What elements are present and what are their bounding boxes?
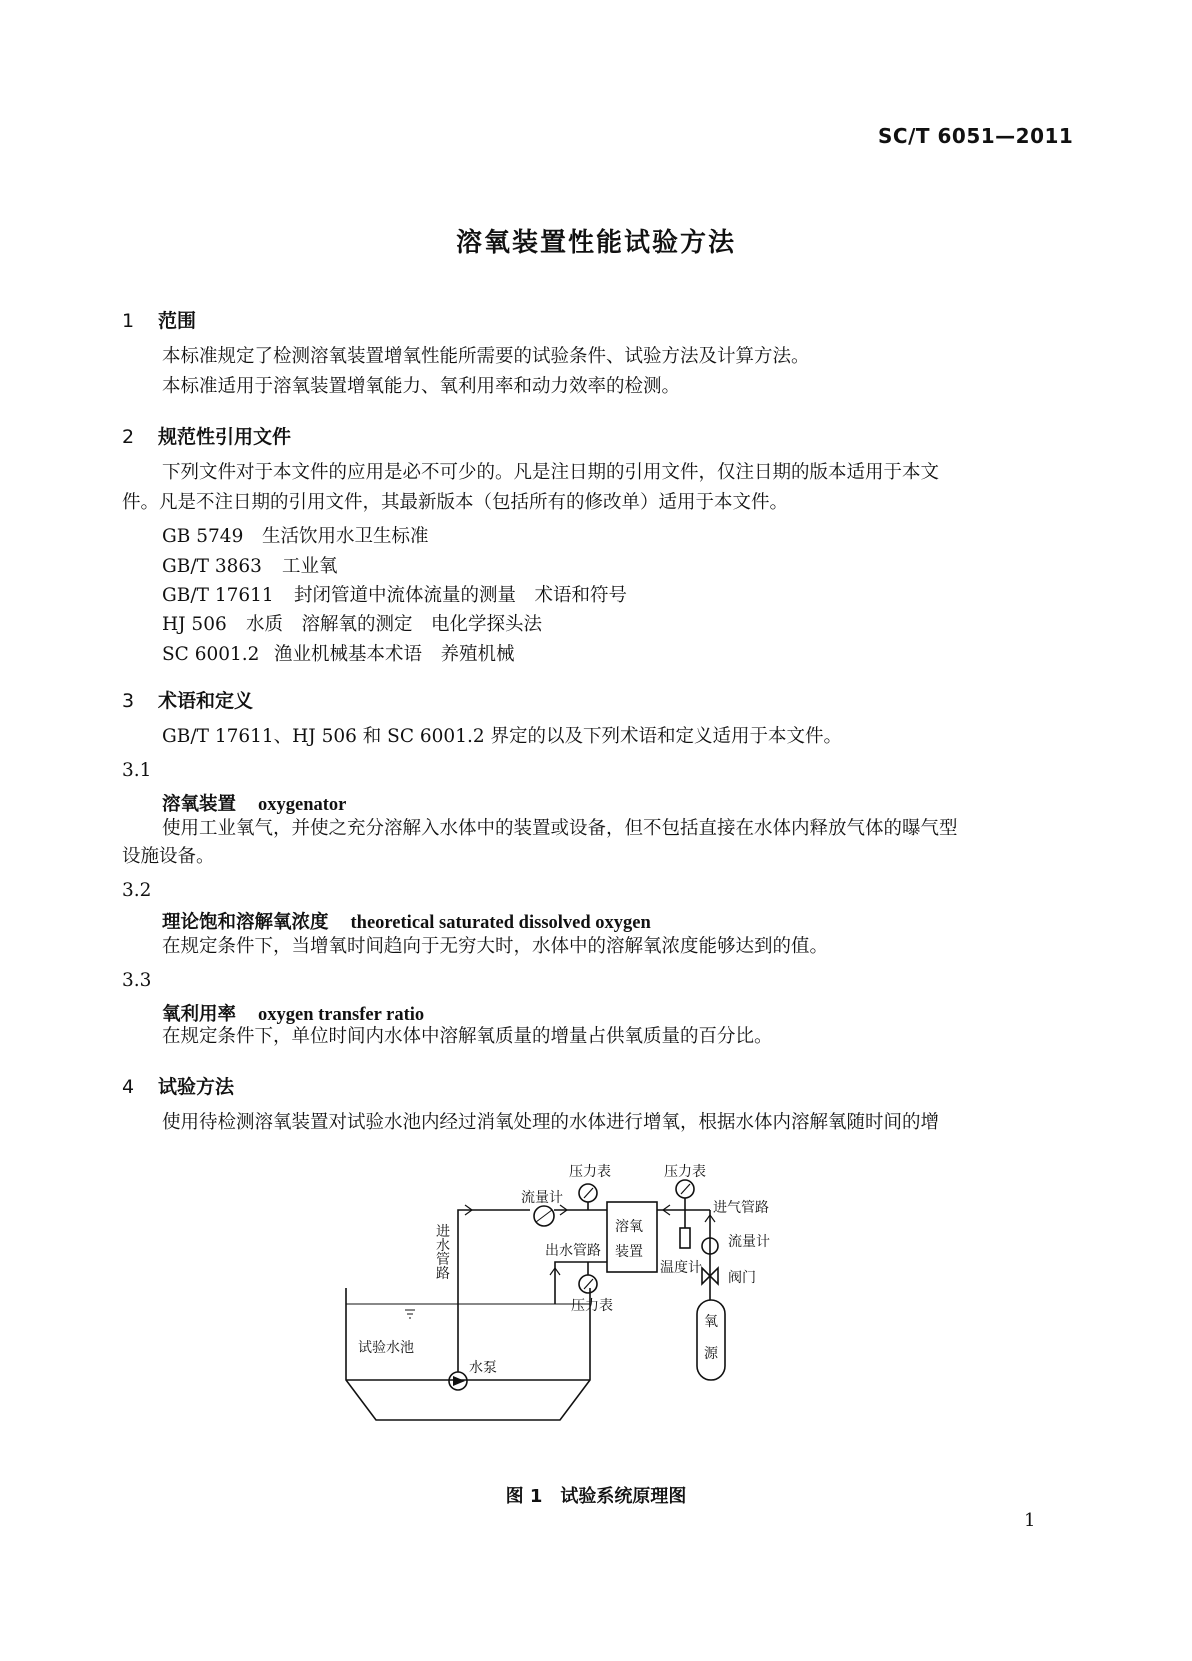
label-inlet: 水 [436,1238,450,1254]
paragraph: 本标准规定了检测溶氧装置增氧性能所需要的试验条件、试验方法及计算方法。 [162,346,810,367]
section-1-heading [122,306,196,333]
term-zh: 溶氧装置 [162,794,237,815]
section-number: 2 [122,426,135,448]
oxygen-source-cylinder [697,1300,725,1380]
term-definition: 使用工业氧气，并使之充分溶解入水体中的装置或设备，但不包括直接在水体内释放气体的曝气型 [162,818,958,839]
term-heading [162,908,651,934]
paragraph: 本标准适用于溶氧装置增氧能力、氧利用率和动力效率的检测。 [162,376,681,397]
reference-title: 工业氧 [282,556,338,577]
reference-item [162,640,515,666]
label-flowmeter: 流量计 [521,1190,563,1206]
section-number: 4 [122,1076,135,1098]
label-thermometer: 温度计 [660,1260,702,1276]
term-number: 3.3 [122,970,152,991]
reference-title: 渔业机械基本术语 养殖机械 [274,644,515,665]
label-inlet: 进 [436,1224,450,1240]
term-heading [162,790,346,816]
reference-title: 封闭管道中流体流量的测量 术语和符号 [294,585,628,606]
reference-code: SC 6001.2 [162,644,260,665]
section-title: 规范性引用文件 [158,426,292,448]
term-definition: 设施设备。 [122,846,215,867]
reference-item [162,581,627,607]
label-outlet: 出水管路 [545,1243,601,1259]
paragraph: 下列文件对于本文件的应用是必不可少的。凡是注日期的引用文件，仅注日期的版本适用于本文 [162,462,940,483]
label-gas-inlet: 进气管路 [713,1200,769,1216]
section-3-heading [122,686,253,713]
reference-item [162,610,542,636]
reference-item [162,552,338,578]
section-title: 试验方法 [158,1076,235,1098]
label-oxygen-source: 氧 [704,1314,718,1330]
section-4-heading [122,1072,234,1099]
figure-caption: 图 1 试验系统原理图 [505,1486,687,1507]
paragraph: 使用待检测溶氧装置对试验水池内经过消氧处理的水体进行增氧，根据水体内溶解氧随时间的增 [162,1112,940,1133]
inlet-pipe [458,1210,530,1372]
label-gas-flowmeter: 流量计 [728,1234,770,1250]
term-definition: 在规定条件下，当增氧时间趋向于无穷大时，水体中的溶解氧浓度能够达到的值。 [162,936,829,957]
section-title: 术语和定义 [158,690,254,712]
label-oxygenator: 装置 [615,1244,643,1260]
label-inlet: 管 [436,1252,450,1268]
section-number: 1 [122,310,135,332]
standard-code: SC/T 6051—2011 [878,124,1074,148]
label-pressure-gauge: 压力表 [569,1164,611,1180]
label-pump: 水泵 [469,1360,497,1376]
section-2-heading [122,422,291,449]
term-zh: 氧利用率 [162,1004,237,1025]
section-number: 3 [122,690,135,712]
label-pressure-gauge: 压力表 [664,1164,706,1180]
page-number: 1 [1024,1510,1036,1531]
term-number: 3.1 [122,760,152,781]
oxygenator-box [607,1202,657,1272]
document-title: 溶氧装置性能试验方法 [455,228,736,258]
label-inlet: 路 [436,1266,450,1282]
label-oxygenator: 溶氧 [615,1219,643,1235]
label-valve: 阀门 [728,1270,756,1286]
reference-title: 生活饮用水卫生标准 [262,526,429,547]
term-definition: 在规定条件下，单位时间内水体中溶解氧质量的增量占供氧质量的百分比。 [162,1026,773,1047]
reference-item [162,522,429,548]
term-en: oxygenator [258,795,347,815]
label-oxygen-source: 源 [704,1346,718,1362]
label-pressure-gauge: 压力表 [571,1298,613,1314]
paragraph: 件。凡是不注日期的引用文件，其最新版本（包括所有的修改单）适用于本文件。 [122,492,789,513]
term-zh: 理论饱和溶解氧浓度 [162,912,329,933]
term-number: 3.2 [122,880,152,901]
paragraph: GB/T 17611、HJ 506 和 SC 6001.2 界定的以及下列术语和定义适用于本文件。 [162,726,843,747]
reference-code: HJ 506 [162,614,227,635]
reference-code: GB 5749 [162,526,244,547]
term-en: oxygen transfer ratio [258,1005,425,1025]
test-system-diagram [330,1150,770,1480]
reference-title: 水质 溶解氧的测定 电化学探头法 [246,614,543,635]
thermometer-icon [680,1228,690,1248]
section-title: 范围 [158,310,197,332]
reference-code: GB/T 17611 [162,585,274,606]
reference-code: GB/T 3863 [162,556,262,577]
label-tank: 试验水池 [358,1340,414,1356]
term-en: theoretical saturated dissolved oxygen [350,913,651,933]
